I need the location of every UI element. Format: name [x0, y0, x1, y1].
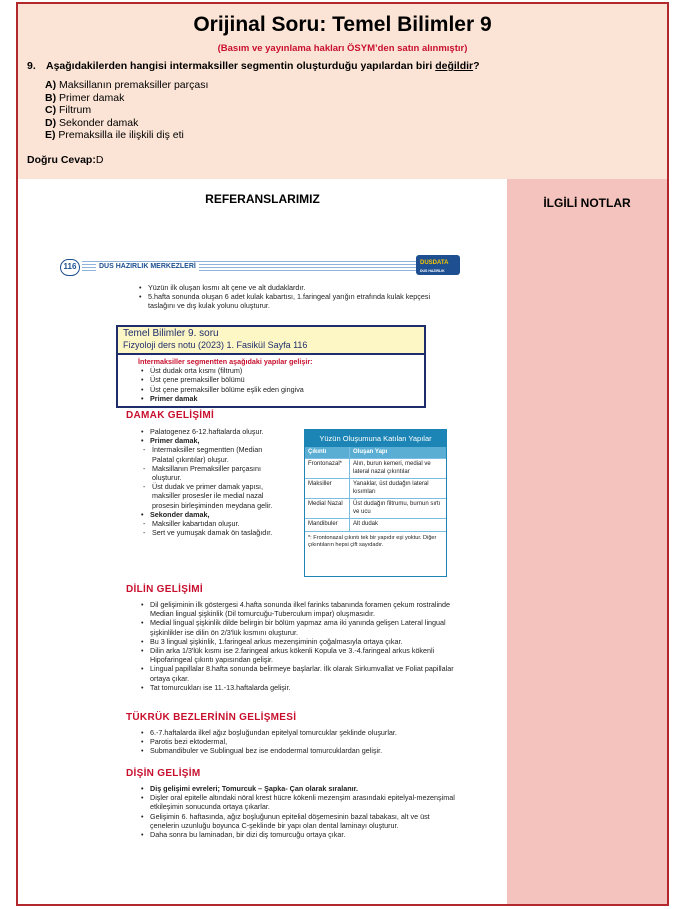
- table-cell: Alın, burun kemeri, medial ve lateral nazal çıkıntılar: [353, 461, 431, 475]
- page-frame: [16, 2, 669, 906]
- damak-bullets: [138, 427, 286, 445]
- option-text: Sekonder damak: [56, 116, 139, 129]
- table-cell: Maksiller: [305, 479, 350, 498]
- option-text: Primer damak: [56, 91, 125, 104]
- list-item: • 5.hafta sonunda oluşan 6 adet kulak kabartısı, 1.faringeal yarığın etrafında kulak kepçesi taslağını ve dış kulak yolunu oluşturur.: [136, 292, 456, 310]
- reference-heading: İntermaksiller segmentten aşağıdaki yapılar gelişir:: [138, 357, 313, 366]
- table-cell: Yanaklar, üst dudağın lateral kısımları: [353, 481, 429, 495]
- list-item: - Maksillanın Premaksiller parçasını oluşturur.: [138, 464, 286, 482]
- list-item: - Maksiller kabartıdan oluşur.: [138, 519, 286, 528]
- reference-title: Temel Bilimler 9. soru: [123, 328, 219, 339]
- option-c: [45, 104, 208, 117]
- list-item: • Diş gelişimi evreleri; Tomurcuk – Şapka- Çan olarak sıralanır.: [138, 784, 458, 793]
- option-text: Premaksilla ile ilişkili diş eti: [55, 129, 184, 141]
- table-row: [305, 458, 446, 478]
- section-heading-tukruk: TÜKRÜK BEZLERİNİN GELİŞMESİ: [126, 712, 297, 723]
- page-header: DUS HAZIRLIK MERKEZLERİ: [96, 262, 199, 271]
- list-item: • Medial lingual şişkinlik dilde belirgin bir bölüm yapmaz ama iki yanında gelişen Lateral lingual şişkinlikler ise dilin ön 2/3'lük kısmını oluşturur.: [138, 618, 458, 636]
- option-letter: C): [45, 104, 57, 116]
- question-number: 9.: [27, 60, 36, 72]
- list-item: • Lingual papillalar 8.hafta sonunda belirmeye başlarlar. İlk olarak Sirkumvallat ve Foliat papillalar ortaya çıkar.: [138, 664, 458, 682]
- list-item: • Üst çene premaksiller bölüme eşlik eden gingiva: [138, 385, 424, 394]
- section-heading-disin: DİŞİN GELİŞİM: [126, 768, 201, 779]
- page-title: Orijinal Soru: Temel Bilimler 9: [193, 13, 492, 36]
- reference-source: Fizyoloji ders notu (2023) 1. Fasikül Sayfa 116: [123, 340, 308, 350]
- list-item: • Daha sonra bu laminadan, bir dizi diş tomurcuğu ortaya çıkar.: [138, 830, 458, 839]
- dil-list: [138, 600, 458, 692]
- question-emphasis: değildir: [435, 60, 474, 72]
- list-item: - İntermaksiller segmentten (Median Palatal çıkıntılar) oluşur.: [138, 445, 286, 463]
- list-item: • 6.-7.haftalarda ilkel ağız boşluğundan epitelyal tomurcuklar şeklinde oluşurlar.: [138, 728, 458, 737]
- references-heading: REFERANSLARIMIZ: [205, 192, 320, 206]
- damak-list: [138, 427, 286, 537]
- list-item: • Bu 3 lingual şişkinlik, 1.faringeal arkus mezenşiminin çoğalmasıyla ortaya çıkar.: [138, 637, 458, 646]
- list-item: • Dil gelişiminin ilk göstergesi 4.hafta sonunda ilkel farinks tabanında foramen çekum rostralinde Median lingual şişkinlik (Dil tomurcuğu-Tuberculum impar) oluşmasıdır.: [138, 600, 458, 618]
- question-section: [18, 4, 667, 179]
- table-row: [305, 518, 446, 531]
- question-stem: [27, 60, 480, 72]
- list-item: • Palatogenez 6-12.haftalarda oluşur.: [138, 427, 286, 436]
- table-cell: Alt dudak: [353, 521, 379, 527]
- list-item: • Tat tomurcukları ise 11.-13.haftalarda gelişir.: [138, 683, 458, 692]
- column-header: Çıkıntı: [305, 447, 350, 459]
- list-item: • Primer damak,: [138, 436, 286, 445]
- correct-answer: [27, 154, 103, 166]
- tukruk-list: [138, 728, 458, 756]
- list-item: • Sekonder damak,: [138, 510, 286, 519]
- table-footnote: *: Frontonazal çıkıntı tek bir yapıdır eşi yoktur. Diğer çıkıntıların hepsi çift sayıdadır.: [305, 531, 446, 552]
- section-heading-damak: DAMAK GELİŞİMİ: [126, 410, 215, 421]
- dusdata-logo: [416, 255, 460, 283]
- intro-list: [136, 283, 456, 311]
- table-row: [305, 498, 446, 518]
- column-header: Oluşan Yapı: [353, 448, 388, 455]
- option-b: [45, 92, 208, 105]
- option-letter: A): [45, 79, 57, 91]
- table-cell: Üst dudağın filtrumu, burnun sırtı ve ucu: [353, 501, 441, 515]
- option-a: [45, 79, 208, 92]
- list-item: • Primer damak: [138, 394, 424, 403]
- list-item: - Sert ve yumuşak damak ön taslağıdır.: [138, 528, 286, 537]
- answer-options: [45, 79, 208, 142]
- table-title: Yüzün Oluşumuna Katılan Yapılar: [305, 430, 446, 447]
- option-letter: D): [45, 116, 57, 129]
- list-item: • Dilin arka 1/3'lük kısmı ise 2.faringeal arkus kökenli Kopula ve 3.-4.faringeal arkus kökenli Hipofaringeal çıkıntı yapısından gelişir.: [138, 646, 458, 664]
- answer-value: D: [95, 154, 104, 166]
- list-item: • Dişler oral epitelle altındaki nöral krest hücre kökenli mezenşim arasındaki epitelyal-mezenşimal etkileşimin sonucunda ortaya çıkarlar.: [138, 793, 458, 811]
- table-header: [305, 447, 446, 459]
- reference-list: [138, 366, 424, 403]
- section-heading-dil: DİLİN GELİŞİMİ: [126, 584, 203, 595]
- face-structures-table: [304, 429, 447, 577]
- option-letter: B): [45, 91, 57, 104]
- list-item: • Submandibuler ve Sublingual bez ise endodermal tomurcuklardan gelişir.: [138, 746, 458, 755]
- option-letter: E): [45, 129, 56, 141]
- list-item: • Parotis bezi ektodermal,: [138, 737, 458, 746]
- table-cell: Medial Nazal: [305, 499, 350, 518]
- reference-box-header: [118, 327, 424, 355]
- reference-box-body: [118, 355, 424, 403]
- list-item: - Üst dudak ve primer damak yapısı, maksiller prosesler ile medial nazal prosesin birleşiminden meydana gelir.: [138, 482, 286, 510]
- option-text: Filtrum: [56, 104, 92, 116]
- reference-box: [116, 325, 426, 408]
- logo-subtext: DUS HAZIRLIK MERKEZLERİ: [420, 269, 445, 283]
- table-cell: Mandibuler: [305, 519, 350, 531]
- option-e: [45, 129, 208, 142]
- reference-page-image: [46, 239, 486, 904]
- notes-column: [507, 179, 667, 904]
- question-text: Aşağıdakilerden hangisi intermaksiller segmentin oluşturduğu yapılardan biri: [46, 60, 436, 72]
- table-cell: Frontonazal*: [305, 459, 350, 478]
- list-item: • Üst dudak orta kısmı (filtrum): [138, 366, 424, 375]
- option-text: Maksillanın premaksiller parçası: [56, 79, 209, 91]
- logo-text: DUSDATA: [420, 260, 449, 266]
- rights-notice: (Basım ve yayınlama hakları ÖSYM’den satın alınmıştır): [217, 43, 468, 54]
- table-row: [305, 478, 446, 498]
- question-end: ?: [473, 60, 480, 72]
- list-item: • Yüzün ilk oluşan kısmı alt çene ve alt dudaklardır.: [136, 283, 456, 292]
- answer-label: Doğru Cevap:: [27, 154, 96, 166]
- references-column: [18, 179, 507, 904]
- page-number: 116: [60, 259, 80, 276]
- list-item: • Gelişimin 6. haftasında, ağız boşluğunun epitelial döşemesinin bazal tabakası, alt ve üst çenelerin uzunluğu boyunca C-şeklinde bir yapı olan dental laminayı oluşturur.: [138, 812, 458, 830]
- option-d: [45, 117, 208, 130]
- list-item: • Üst çene premaksiller bölümü: [138, 375, 424, 384]
- damak-bullets-2: [138, 510, 286, 519]
- notes-heading: İLGİLİ NOTLAR: [543, 196, 631, 210]
- disin-list: [138, 784, 458, 839]
